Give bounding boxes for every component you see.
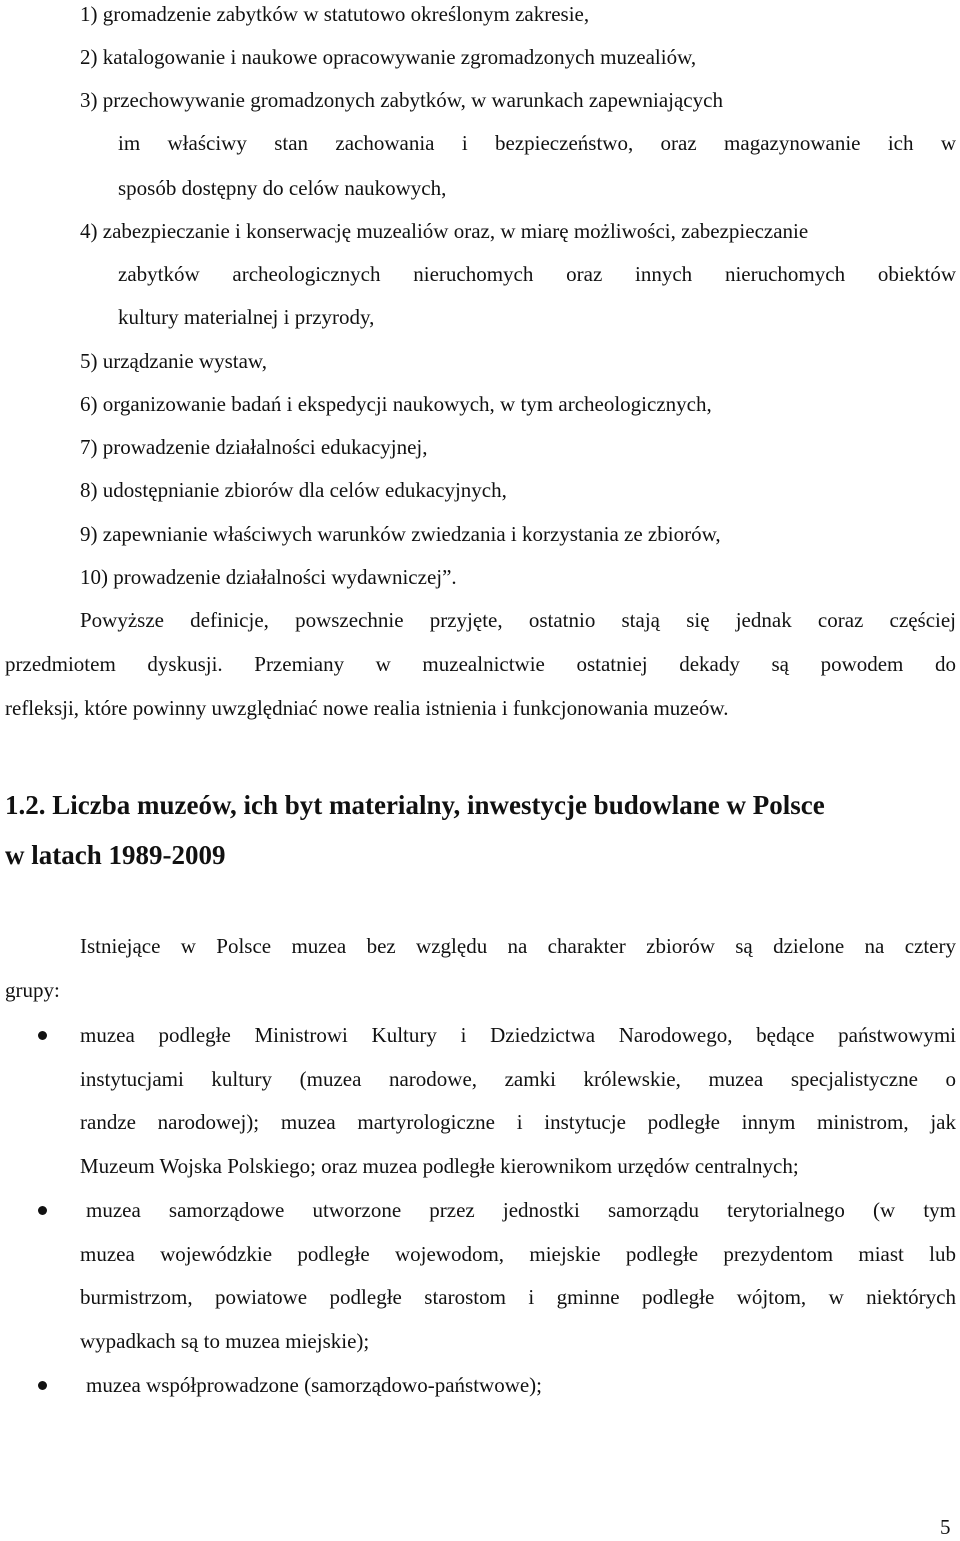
section-heading-line-1: 1.2. Liczba muzeów, ich byt materialny, inwestycje budowlane w Polsce	[5, 790, 825, 820]
list-item-3-cont-1: im właściwy stan zachowania i bezpieczeństwo, oraz magazynowanie ich w	[118, 131, 956, 155]
paragraph-2-line-2: grupy:	[5, 978, 60, 1002]
paragraph-2-line-1: Istniejące w Polsce muzea bez względu na charakter zbiorów są dzielone na cztery	[80, 934, 956, 958]
list-item-4-cont-2: kultury materialnej i przyrody,	[118, 305, 375, 329]
list-item-9: 9) zapewnianie właściwych warunków zwiedzania i korzystania ze zbiorów,	[80, 522, 721, 546]
bullet-icon	[38, 1381, 47, 1390]
bullet-2-line-2: muzea wojewódzkie podległe wojewodom, miejskie podległe prezydentom miast lub	[80, 1242, 956, 1266]
page-number: 5	[940, 1515, 951, 1539]
bullet-2-line-4: wypadkach są to muzea miejskie);	[80, 1329, 370, 1353]
paragraph-1-line-3: refleksji, które powinny uwzględniać nowe realia istnienia i funkcjonowania muzeów.	[5, 696, 729, 720]
list-item-3: 3) przechowywanie gromadzonych zabytków, w warunkach zapewniających	[80, 88, 723, 112]
list-item-8: 8) udostępnianie zbiorów dla celów edukacyjnych,	[80, 478, 507, 502]
bullet-1-line-4: Muzeum Wojska Polskiego; oraz muzea podległe kierownikom urzędów centralnych;	[80, 1154, 799, 1178]
bullet-icon	[38, 1206, 47, 1215]
list-item-6: 6) organizowanie badań i ekspedycji naukowych, w tym archeologicznych,	[80, 392, 712, 416]
bullet-1-line-3: randze narodowej); muzea martyrologiczne i instytucje podległe innym ministrom, jak	[80, 1110, 956, 1134]
list-item-10: 10) prowadzenie działalności wydawniczej”.	[80, 565, 457, 589]
bullet-1-line-1: muzea podległe Ministrowi Kultury i Dziedzictwa Narodowego, będące państwowymi	[80, 1023, 956, 1047]
list-item-2: 2) katalogowanie i naukowe opracowywanie zgromadzonych muzealiów,	[80, 45, 697, 69]
list-item-7: 7) prowadzenie działalności edukacyjnej,	[80, 435, 428, 459]
bullet-1-line-2: instytucjami kultury (muzea narodowe, zamki królewskie, muzea specjalistyczne o	[80, 1067, 956, 1091]
section-heading-line-2: w latach 1989-2009	[5, 840, 226, 870]
list-item-3-cont-2: sposób dostępny do celów naukowych,	[118, 176, 447, 200]
paragraph-1-line-2: przedmiotem dyskusji. Przemiany w muzealnictwie ostatniej dekady są powodem do	[5, 652, 956, 676]
paragraph-1-line-1: Powyższe definicje, powszechnie przyjęte, ostatnio stają się jednak coraz częściej	[80, 608, 956, 632]
list-item-5: 5) urządzanie wystaw,	[80, 349, 267, 373]
bullet-3-line-1: muzea współprowadzone (samorządowo-państwowe);	[86, 1373, 543, 1397]
list-item-4: 4) zabezpieczanie i konserwację muzealiów oraz, w miarę możliwości, zabezpieczanie	[80, 219, 809, 243]
list-item-4-cont-1: zabytków archeologicznych nieruchomych oraz innych nieruchomych obiektów	[118, 262, 956, 286]
bullet-icon	[38, 1031, 47, 1040]
bullet-2-line-1: muzea samorządowe utworzone przez jednostki samorządu terytorialnego (w tym	[86, 1198, 956, 1222]
list-item-1: 1) gromadzenie zabytków w statutowo określonym zakresie,	[80, 2, 590, 26]
bullet-2-line-3: burmistrzom, powiatowe podległe starostom i gminne podległe wójtom, w niektórych	[80, 1285, 956, 1309]
